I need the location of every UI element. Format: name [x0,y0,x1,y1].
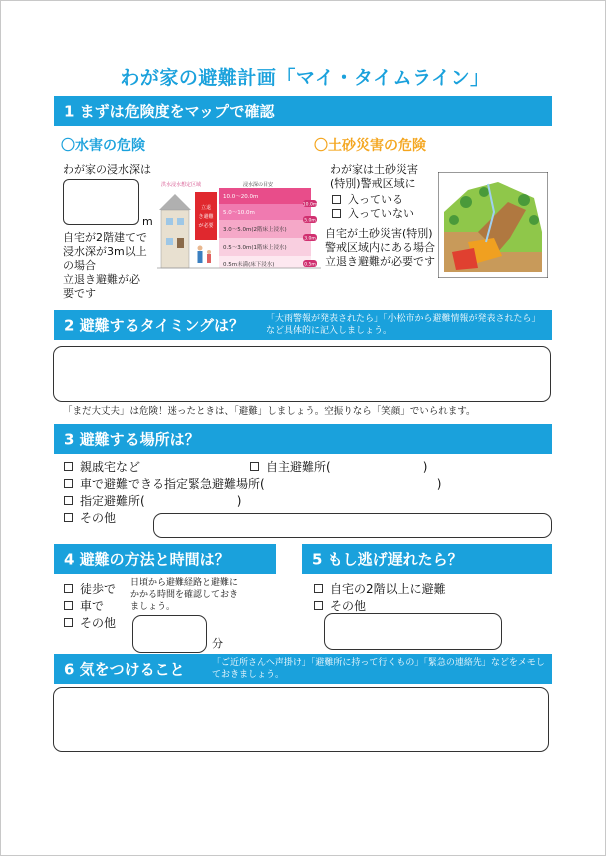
checkbox[interactable] [64,479,73,488]
section2-warning: 「まだ大丈夫」は危険！迷ったときは、「避難」しましょう。空振りなら「笑顔」でいられます。 [63,406,476,417]
svg-text:0.5m: 0.5m [304,262,316,268]
checkbox[interactable] [64,462,73,471]
section2-header [54,310,552,340]
method-option-walk[interactable]: 徒歩で [64,582,116,596]
section6-header [54,654,552,684]
flood-note-5: 要です [63,287,96,300]
flood-note-4: 立退き避難が必 [63,273,140,286]
section5-title: 5 もし逃げ遅れたら？ [312,550,463,569]
flood-depth-diagram [157,176,321,278]
place-option-other[interactable]: その他 [64,511,116,525]
diagram-depth-title: 浸水深の目安 [243,182,274,188]
svg-text:3.0m: 3.0m [304,236,316,242]
section3-header [54,424,552,454]
checkbox[interactable] [250,462,259,471]
svg-text:0.5m未満(床下浸水): 0.5m未満(床下浸水) [223,262,275,268]
svg-text:5.0〜10.0m: 5.0〜10.0m [223,210,255,216]
checkbox[interactable] [64,513,73,522]
flood-note-1: 自宅が2階建てで [63,231,147,244]
section4-header [54,544,276,574]
svg-text:10.0m: 10.0m [302,202,318,208]
landslide-option-outside[interactable]: 入っていない [332,207,414,221]
flood-heading: 〇水害の危険 [61,138,145,154]
section1-header [54,96,552,126]
landslide-note-1: 自宅が土砂災害(特別) [325,227,433,240]
checkbox[interactable] [332,195,341,204]
svg-text:10.0〜20.0m: 10.0〜20.0m [223,194,259,200]
time-unit: 分 [212,637,223,650]
svg-text:3.0〜5.0m(2階床上浸水): 3.0〜5.0m(2階床上浸水) [223,227,287,233]
checkbox[interactable] [332,209,341,218]
place-option-designated-shelter[interactable]: 指定避難所( ) [64,494,241,508]
landslide-note-3: 立退き避難が必要です [325,255,435,268]
timing-input[interactable] [53,346,551,402]
section1-title: 1 まずは危険度をマップで確認 [64,102,275,121]
svg-text:が必要: が必要 [198,223,214,229]
landslide-question-1: わが家は土砂災害 [330,163,418,176]
checkbox[interactable] [64,601,73,610]
place-other-input[interactable] [153,513,552,538]
flood-depth-input[interactable] [63,179,139,225]
landslide-question-2: (特別)警戒区域に [330,177,416,190]
section2-note: 「大雨警報が発表されたら」「小松市から避難情報が発表されたら」 など具体的に記入しましょう。 [266,314,541,336]
flood-depth-label: わが家の浸水深は [63,163,151,176]
late-option-other[interactable]: その他 [314,599,366,613]
time-minutes-input[interactable] [132,615,207,653]
svg-text:立退: 立退 [200,205,212,211]
section4-title: 4 避難の方法と時間は？ [64,550,230,569]
late-other-input[interactable] [324,613,502,650]
place-option-car-evacuation-site[interactable]: 車で避難できる指定緊急避難場所( ) [64,477,441,491]
section2-title: 2 避難するタイミングは？ [64,316,245,335]
checkbox[interactable] [64,618,73,627]
page-title: わが家の避難計画「マイ・タイムライン」 [120,67,490,89]
section3-title: 3 避難する場所は？ [64,430,200,449]
svg-text:き避難: き避難 [198,214,214,220]
place-option-voluntary-shelter[interactable]: 自主避難所( ) [250,460,427,474]
method-note-3: ましょう。 [130,602,176,612]
flood-depth-unit: m [142,215,153,228]
place-option-relatives[interactable]: 親戚宅など [64,460,140,474]
method-note-2: かかる時間を確認しておき [130,590,239,600]
flood-note-3: の場合 [63,259,96,272]
precautions-input[interactable] [53,687,549,752]
section6-title: 6 気をつけること [64,660,185,679]
method-option-car[interactable]: 車で [64,599,104,613]
landslide-option-inside[interactable]: 入っている [332,193,403,207]
section6-note: 「ご近所さんへ声掛け」「避難所に持って行くもの」「緊急の連絡先」などをメモし ておきましょう。 [212,658,545,680]
method-note-1: 日頃から避難経路と避難に [130,578,239,588]
landslide-heading: 〇土砂災害の危険 [314,138,426,154]
section5-header [302,544,552,574]
late-option-upper-floor[interactable]: 自宅の2階以上に避難 [314,582,446,596]
checkbox[interactable] [314,601,323,610]
landslide-note-2: 警戒区域内にある場合 [325,241,435,254]
flood-note-2: 浸水深が3m以上 [63,245,147,258]
checkbox[interactable] [64,584,73,593]
checkbox[interactable] [314,584,323,593]
diagram-legend-title: 洪水浸水想定区域 [161,182,202,188]
svg-text:0.5〜3.0m(1階床上浸水): 0.5〜3.0m(1階床上浸水) [223,245,287,251]
svg-text:5.0m: 5.0m [304,218,316,224]
checkbox[interactable] [64,496,73,505]
method-option-other[interactable]: その他 [64,616,116,630]
landslide-illustration [438,172,548,278]
